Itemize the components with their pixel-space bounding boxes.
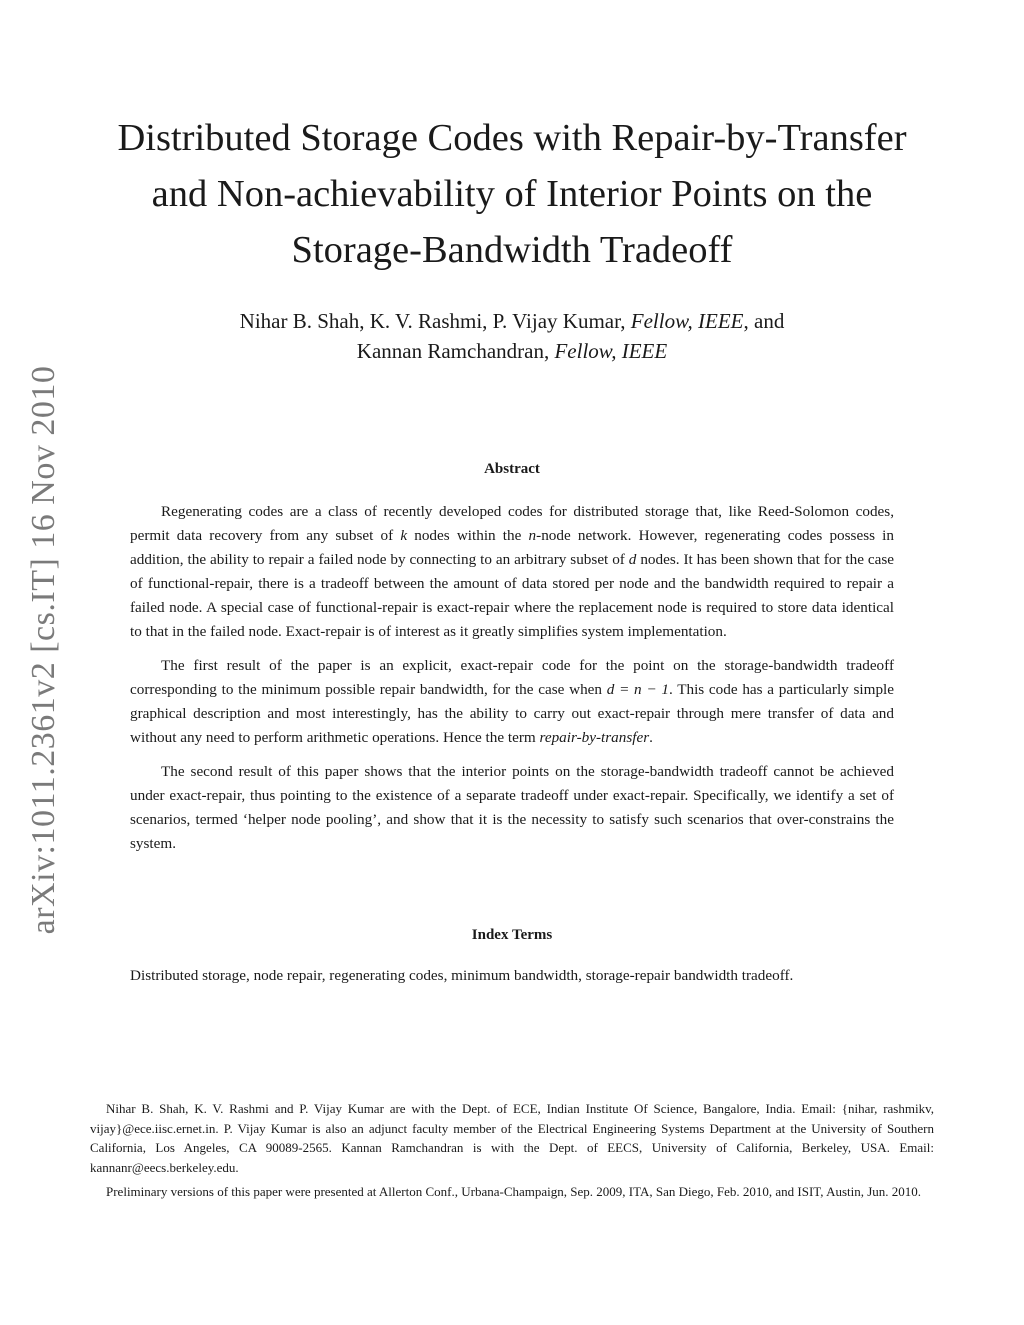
title-line-3: Storage-Bandwidth Tradeoff — [291, 229, 733, 271]
abstract-paragraph-2 — [130, 654, 894, 750]
author-line-2 — [80, 336, 944, 366]
abstract-p1-text-a: Regenerating codes are a class of recently developed codes for distributed storage that, like Reed-Solomon codes, permit data recovery from any subset of — [130, 503, 894, 544]
index-terms-heading: Index Terms — [471, 927, 553, 943]
math-n: n — [528, 527, 537, 544]
abstract-heading: Abstract — [484, 461, 540, 477]
math-d-equals-n-minus-1: d = n − 1 — [606, 681, 669, 698]
arxiv-identifier-text: arXiv:1011.2361v2 [cs.IT] 16 Nov 2010 — [25, 365, 62, 935]
author-list — [80, 306, 944, 366]
author-fellow-title-2: Fellow, IEEE — [554, 339, 668, 363]
footnote-preliminary-versions: Preliminary versions of this paper were presented at Allerton Conf., Urbana-Champaign, Sep. 2009, ITA, San Diego, Feb. 2010, and ISIT, Austin, Jun. 2010. — [106, 1184, 922, 1199]
title-line-2: and Non-achievability of Interior Points on the — [151, 173, 873, 215]
author-fellow-title-1: Fellow, IEEE — [630, 309, 744, 333]
abstract-p1-text-b: nodes within the — [407, 527, 529, 544]
author-names-1: Nihar B. Shah, K. V. Rashmi, P. Vijay Kumar, — [239, 309, 626, 333]
paper-title — [80, 110, 944, 278]
abstract-p1-text-e: nodes. It has been shown that for the case of functional-repair, there is a tradeoff between the amount of data stored per node and the bandwidth required to repair a failed node. A special case of functional-repair is exact-repair where the replacement node is required to store data identical to that in the failed node. Exact-repair is of interest as it greatly simplifies system implementation. — [130, 551, 894, 640]
abstract-p2-text-c: . — [649, 729, 653, 746]
title-line-1: Distributed Storage Codes with Repair-by-Transfer — [117, 117, 907, 159]
math-d: d — [628, 551, 637, 568]
index-terms-text: Distributed storage, node repair, regenerating codes, minimum bandwidth, storage-repair bandwidth tradeoff. — [130, 967, 794, 984]
footnotes — [90, 1099, 934, 1207]
abstract-p1-text-c: -node network. However, regenerating codes possess in addition, the ability to repair a failed node by connecting to an arbitrary subset of — [130, 527, 894, 568]
footnote-affiliations: Nihar B. Shah, K. V. Rashmi and P. Vijay Kumar are with the Dept. of ECE, Indian Institute Of Science, Bangalore, India. Email: {nihar, rashmikv, vijay}@ece.iisc.ernet.in. P. Vijay Kumar is also an adjunct faculty member of the Electrical Engineering Systems Department at the University of Southern California, Los Angeles, CA 90089-2565. Kannan Ramchandran is with the Dept. of EECS, University of California, Berkeley, USA. Email: kannanr@eecs.berkeley.edu. — [90, 1101, 934, 1175]
abstract-paragraph-1 — [130, 500, 894, 644]
abstract-body — [130, 500, 894, 866]
repair-by-transfer-term: repair-by-transfer — [539, 729, 650, 746]
abstract-p2-text-a: The first result of the paper is an explicit, exact-repair code for the point on the storage-bandwidth tradeoff corresponding to the minimum possible repair bandwidth, for the case when — [130, 657, 894, 698]
author-names-2: Kannan Ramchandran, — [356, 339, 550, 363]
math-k: k — [400, 527, 408, 544]
author-line-1-tail: , and — [743, 309, 785, 333]
abstract-paragraph-3: The second result of this paper shows that the interior points on the storage-bandwidth tradeoff cannot be achieved under exact-repair, thus pointing to the existence of a separate tradeoff under exact-repair. Specifically, we identify a set of scenarios, termed ‘helper node pooling’, and show that it is the necessity to satisfy such scenarios that over-constrains the system. — [130, 763, 894, 852]
arxiv-identifier-stamp — [0, 0, 60, 1325]
abstract-p2-text-b: . This code has a particularly simple graphical description and most interestingly, has the ability to carry out exact-repair through mere transfer of data and without any need to perform arithmetic operations. Hence the term — [130, 681, 895, 746]
author-line-1 — [80, 306, 944, 336]
